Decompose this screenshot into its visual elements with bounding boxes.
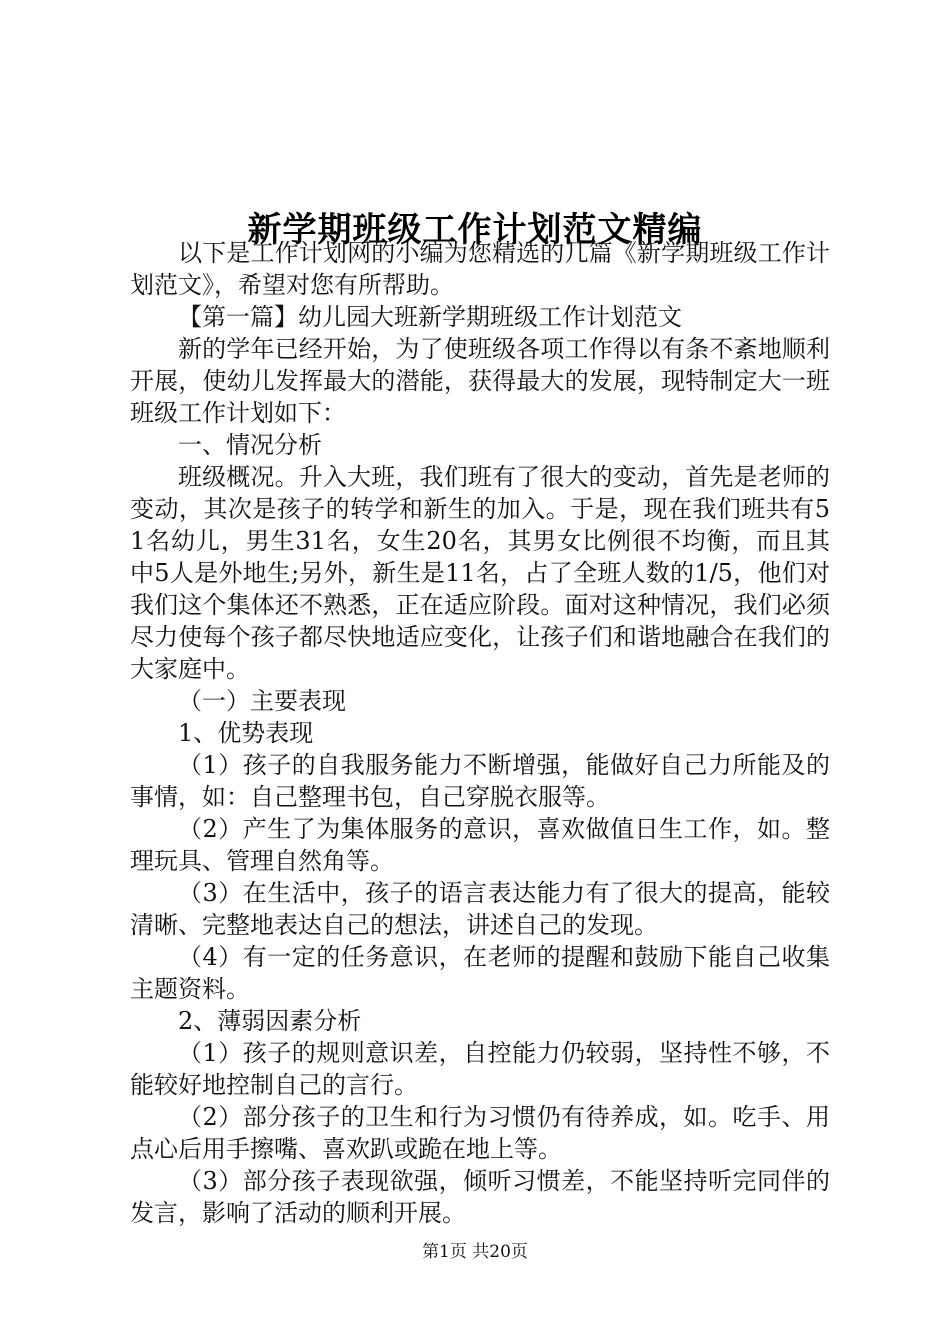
subsection-heading: （一）主要表现 — [178, 687, 346, 715]
list-item: （1）孩子的规则意识差，自控能力仍较弱，坚持性不够，不能较好地控制自己的言行。 — [130, 1039, 830, 1099]
list-item: （2）产生了为集体服务的意识，喜欢做值日生工作，如。整理玩具、管理自然角等。 — [130, 815, 830, 875]
body-paragraph: 班级概况。升入大班，我们班有了很大的变动，首先是老师的变动，其次是孩子的转学和新生的加入。于是，现在我们班共有51名幼儿，男生31名，女生20名，其男女比例很不均衡，而且其中5人是外地生;另外，新生是11名，占了全班人数的1/5，他们对我们这个集体还不熟悉，正在适应阶段。面对这种情况，我们必须尽力使每个孩子都尽快地适应变化，让孩子们和谐地融合在我们的大家庭中。 — [130, 463, 830, 683]
page-number-footer: 第1页 共20页 — [422, 1242, 528, 1262]
document-title: 新学期班级工作计划范文精编 — [247, 209, 703, 250]
list-item: （3）部分孩子表现欲强，倾听习惯差，不能坚持听完同伴的发言，影响了活动的顺利开展。 — [130, 1167, 830, 1227]
subsection-heading: 2、薄弱因素分析 — [178, 1007, 362, 1035]
subsection-heading: 1、优势表现 — [178, 719, 314, 747]
intro-paragraph: 以下是工作计划网的小编为您精选的几篇《新学期班级工作计划范文》，希望对您有所帮助。 — [130, 239, 830, 299]
list-item: （3）在生活中，孩子的语言表达能力有了很大的提高，能较清晰、完整地表达自己的想法，讲述自己的发现。 — [130, 879, 830, 939]
body-paragraph: 新的学年已经开始，为了使班级各项工作得以有条不紊地顺利开展，使幼儿发挥最大的潜能，获得最大的发展，现特制定大一班班级工作计划如下： — [130, 335, 830, 427]
list-item: （1）孩子的自我服务能力不断增强，能做好自己力所能及的事情，如：自己整理书包，自己穿脱衣服等。 — [130, 751, 830, 811]
list-item: （2）部分孩子的卫生和行为习惯仍有待养成，如。吃手、用点心后用手擦嘴、喜欢趴或跪在地上等。 — [130, 1103, 830, 1163]
document-body — [130, 237, 830, 1229]
section-heading: 【第一篇】幼儿园大班新学期班级工作计划范文 — [178, 303, 682, 331]
list-item: （4）有一定的任务意识，在老师的提醒和鼓励下能自己收集主题资料。 — [130, 943, 830, 1003]
section-heading: 一、情况分析 — [178, 431, 322, 459]
